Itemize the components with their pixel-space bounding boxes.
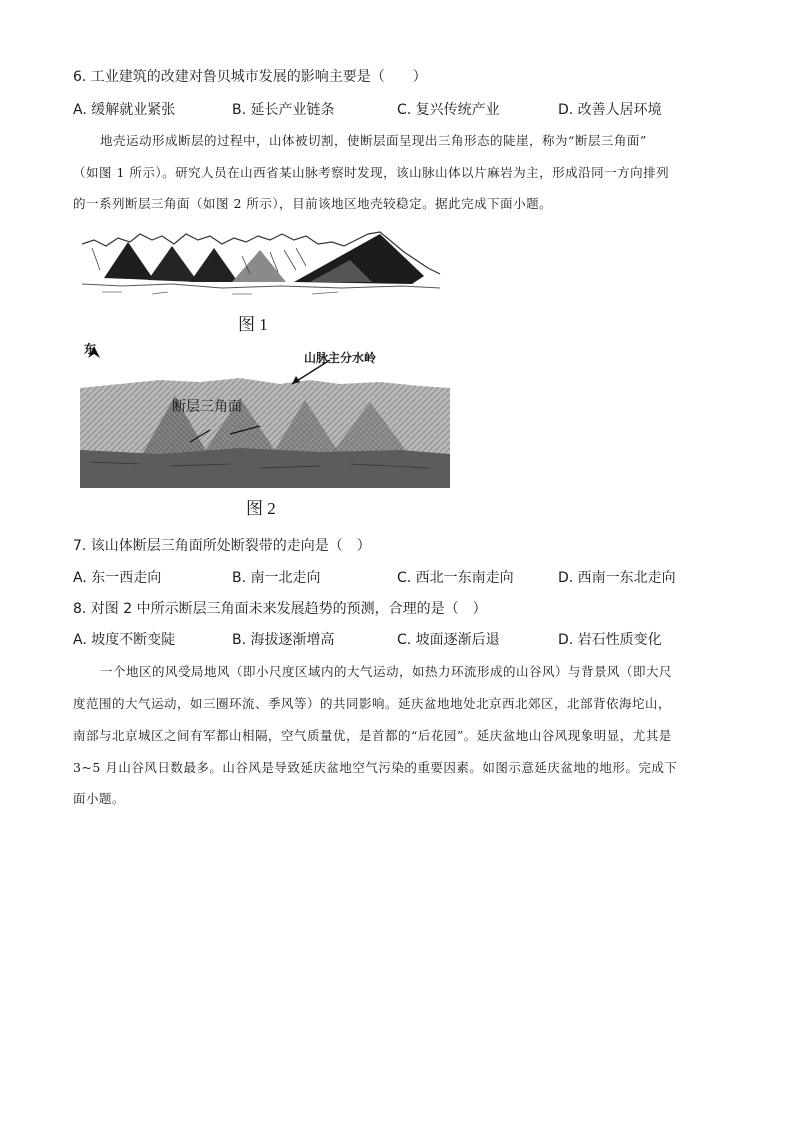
q7-option-d: D. 西南一东北走向 bbox=[558, 570, 676, 586]
figure-2-direction-label: 东 bbox=[84, 342, 97, 356]
passage2-line-4: 3~5 月山谷风日数最多。山谷风是导致延庆盆地空气污染的重要因素。如图示意延庆盆地的地形。完成下 bbox=[73, 760, 678, 775]
q8-option-c: C. 坡面逐渐后退 bbox=[397, 632, 500, 648]
q7-option-b: B. 南一北走向 bbox=[232, 570, 321, 586]
figure-2-ridge-label: 山脉主分水岭 bbox=[304, 351, 377, 365]
q6-option-a: A. 缓解就业紧张 bbox=[73, 102, 176, 118]
q6-option-c: C. 复兴传统产业 bbox=[397, 102, 500, 118]
q7-option-a: A. 东一西走向 bbox=[73, 570, 162, 586]
passage2-line-2: 度范围的大气运动，如三圈环流、季风等）的共同影响。延庆盆地地处北京西北郊区，北部背依海坨山， bbox=[73, 696, 672, 711]
q7-option-c: C. 西北一东南走向 bbox=[397, 570, 514, 586]
q8-option-a: A. 坡度不断变陡 bbox=[73, 632, 176, 648]
passage1-line-3: 的一系列断层三角面（如图 2 所示），目前该地区地壳较稳定。据此完成下面小题。 bbox=[73, 196, 553, 211]
passage1-line-2: （如图 1 所示）。研究人员在山西省某山脉考察时发现，该山脉山体以片麻岩为主，形成沿同一方向排列 bbox=[73, 165, 670, 180]
question-7-stem: 7. 该山体断层三角面所处断裂带的走向是（ ） bbox=[73, 538, 371, 554]
passage2-line-3: 南部与北京城区之间有军都山相隔，空气质量优，是首都的“后花园”。延庆盆地山谷风现象明显，尤其是 bbox=[73, 728, 672, 743]
passage1-line-1: 地壳运动形成断层的过程中，山体被切割，使断层面呈现出三角形态的陡崖，称为“断层三角面” bbox=[100, 133, 647, 148]
passage2-line-1: 一个地区的风受局地风（即小尺度区域内的大气运动，如热力环流形成的山谷风）与背景风（即大尺 bbox=[100, 664, 673, 679]
question-6-stem: 6. 工业建筑的改建对鲁贝城市发展的影响主要是（ ） bbox=[73, 69, 427, 85]
figure-1-caption: 图 1 bbox=[238, 315, 268, 334]
figure-2-caption: 图 2 bbox=[246, 499, 276, 518]
passage2-line-5: 面小题。 bbox=[73, 791, 126, 806]
q8-option-d: D. 岩石性质变化 bbox=[558, 632, 662, 648]
figure-2-photo bbox=[80, 338, 450, 488]
question-8-stem: 8. 对图 2 中所示断层三角面未来发展趋势的预测，合理的是（ ） bbox=[73, 601, 487, 617]
figure-2-facet-label: 断层三角面 bbox=[172, 400, 242, 415]
q6-option-b: B. 延长产业链条 bbox=[232, 102, 335, 118]
figure-1-sketch bbox=[82, 226, 442, 298]
q6-option-d: D. 改善人居环境 bbox=[558, 102, 662, 118]
q8-option-b: B. 海拔逐渐增高 bbox=[232, 632, 335, 648]
